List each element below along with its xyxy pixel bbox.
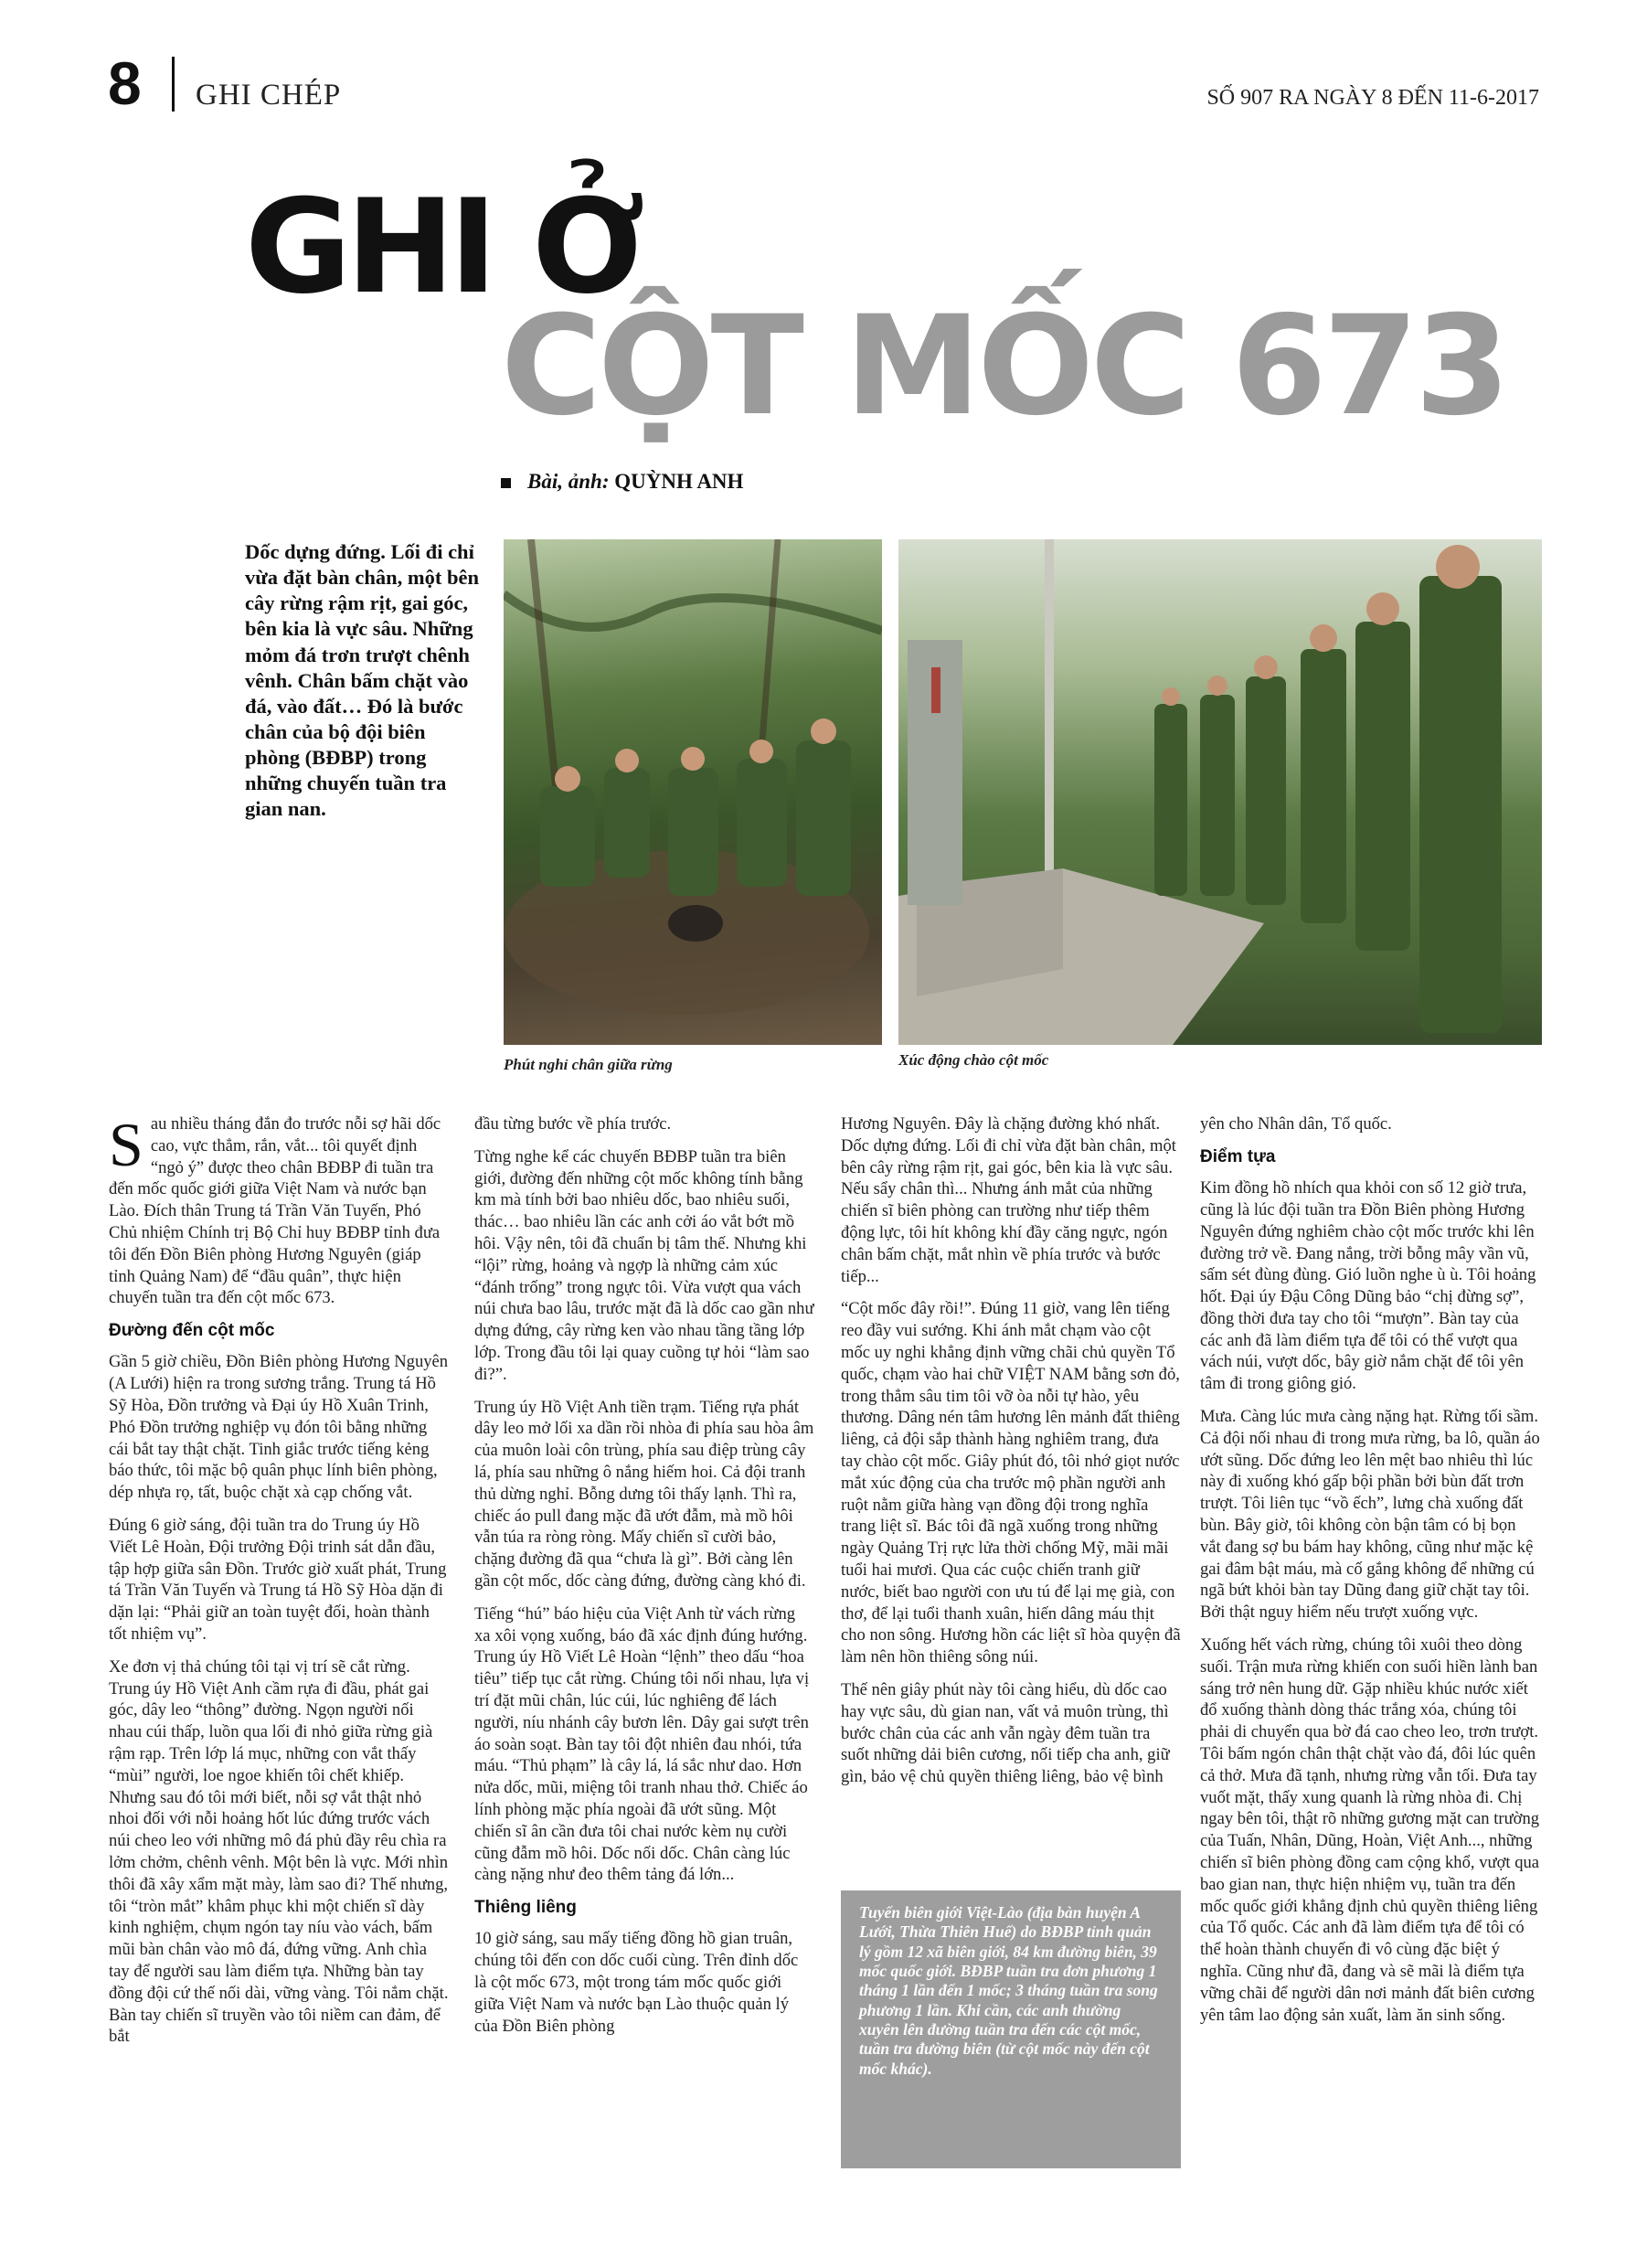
- paragraph: Đúng 6 giờ sáng, đội tuần tra do Trung úy Hồ Viết Lê Hoàn, Đội trưởng Đội trinh sát dẫn đầu, tập hợp giữa sân Đồn. Trước giờ xuất phát, Trung tá Trần Văn Tuyến và Trung tá Hồ Sỹ Hòa dặn đi dặn lại: “Phải giữ an toàn tuyệt đối, hoàn thành tốt nhiệm vụ”.: [109, 1516, 447, 1645]
- paragraph: Kim đồng hồ nhích qua khỏi con số 12 giờ trưa, cũng là lúc đội tuần tra Đồn Biên phòng Hương Nguyên đứng nghiêm chào cột mốc trước khi lên đường trở về. Đang nắng, trời bỗng mây vần vũ, sấm sét đùng đùng. Gió luồn nghe ù ù. Tôi hoảng hốt. Đại úy Đậu Công Dũng bảo “chị đừng sợ”, đồng thời đưa tay cho tôi “mượn”. Bàn tay của các anh đã làm điểm tựa để tôi có thể vượt qua vách núi, vượt dốc, bây giờ nắm chặt để tôi yên tâm đi trong giông gió.: [1200, 1178, 1536, 1394]
- paragraph: [109, 1110, 449, 1309]
- article-column-1: [109, 1110, 449, 2059]
- bullet-square-icon: [501, 478, 511, 488]
- photo-soldiers-resting-illustration: [504, 539, 882, 1045]
- page-number: 8: [108, 49, 142, 117]
- section-label: GHI CHÉP: [196, 79, 342, 112]
- paragraph: Gần 5 giờ chiều, Đồn Biên phòng Hương Nguyên (A Lưới) hiện ra trong sương trắng. Trung tá Hồ Sỹ Hòa, Đồn trưởng và Đại úy Hồ Xuân Trinh, Phó Đồn trưởng nghiệp vụ đón tôi bằng những cái bắt tay thật chặt. Tinh giắc trước tiếng kẻng báo thức, tôi mặc bộ quân phục lính biên phòng, dép nhựa rọ, tất, buộc chặt xà cạp chống vắt.: [109, 1352, 449, 1503]
- article-column-3: [841, 1113, 1181, 1799]
- subheading: Thiêng liêng: [474, 1898, 577, 1918]
- headline-line-2: CỘT MỐC 673: [501, 287, 1507, 446]
- article-column-4: [1200, 1113, 1540, 2037]
- photo-caption-2: Xúc động chào cột mốc: [898, 1051, 1049, 1069]
- photo-saluting-border-marker-illustration: [898, 539, 1542, 1045]
- drop-cap: S: [109, 1110, 143, 1179]
- paragraph: “Cột mốc đây rồi!”. Đúng 11 giờ, vang lên tiếng reo đầy vui sướng. Khi ánh mắt chạm vào cột mốc uy nghi khẳng định vững chãi chủ quyền Tổ quốc, chạm vào hai chữ VIỆT NAM bằng sơn đỏ, trong thẳm sâu tim tôi vỡ òa nỗi tự hào, yêu thương. Dâng nén tâm hương lên mảnh đất thiêng liêng, cả đội sắp thành hàng nghiêm trang, đưa tay chào cột mốc. Giây phút đó, tôi nhớ giọt nước mắt xúc động của cha trước mộ phần người anh ruột nằm giữa hàng vạn đồng đội trong nghĩa trang liệt sĩ. Bác tôi đã ngã xuống trong những ngày Quảng Trị rực lửa thời chống Mỹ, mãi mãi tuổi hai mươi. Qua các cuộc chiến tranh giữ nước, biết bao người con ưu tú để lại mẹ già, con thơ, để lại tuổi thanh xuân, hiến dâng máu thịt cho non sông. Hương hồn các liệt sĩ hòa quyện đã làm nên hồn thiêng sông núi.: [841, 1299, 1181, 1667]
- paragraph-text: au nhiều tháng đắn đo trước nỗi sợ hãi dốc cao, vực thẳm, rắn, vắt... tôi quyết định “ngỏ ý” được theo chân BĐBP đi tuần tra đến mốc quốc giới giữa Việt Nam và nước bạn Lào. Đích thân Trung tá Trần Văn Tuyến, Phó Chủ nhiệm Chính trị Bộ Chỉ huy BĐBP tỉnh đưa tôi đến Đồn Biên phòng Hương Nguyên (giáp tỉnh Quảng Nam) để “đầu quân”, thực hiện chuyến tuần tra đến cột mốc 673.: [109, 1114, 441, 1308]
- paragraph: Tiếng “hú” báo hiệu của Việt Anh từ vách rừng xa xôi vọng xuống, báo đã xác định đúng hướng. Trung úy Hồ Viết Lê Hoàn “lệnh” theo dấu “hoa tiêu” tiếp tục cắt rừng. Chúng tôi nối nhau, lựa vị trí đặt mũi chân, lúc cúi, lúc nghiêng để lách người, níu nhánh cây bươn lên. Dây gai sượt trên áo soàn soạt. Bàn tay tôi đột nhiên đau nhói, tứa máu. “Thủ phạm” là cây lá, lá sắc như dao. Hơn nửa dốc, mũi, miệng tôi tranh nhau thở. Chiếc áo lính phòng mặc phía ngoài đã ướt sũng. Một chiến sĩ ân cần đưa tôi chai nước kèm nụ cười cũng đẫm mồ hôi. Dốc nối dốc. Chân càng lúc càng nặng như đeo thêm tảng đá lớn...: [474, 1603, 810, 1885]
- byline: [501, 470, 743, 494]
- subheading: Điểm tựa: [1200, 1146, 1276, 1166]
- subheading: Đường đến cột mốc: [109, 1321, 275, 1341]
- issue-info: SỐ 907 RA NGÀY 8 ĐẾN 11-6-2017: [1206, 86, 1539, 110]
- byline-author: QUỲNH ANH: [614, 470, 744, 493]
- paragraph: 10 giờ sáng, sau mấy tiếng đồng hồ gian truân, chúng tôi đến con dốc cuối cùng. Trên đỉnh dốc là cột mốc 673, một trong tám mốc quốc giới giữa Việt Nam và nước bạn Lào thuộc quản lý của Đồn Biên phòng: [474, 1929, 799, 2036]
- paragraph: đầu từng bước về phía trước.: [474, 1114, 672, 1134]
- headline-line-1: GHI Ở: [245, 172, 640, 323]
- paragraph: Hương Nguyên. Đây là chặng đường khó nhất. Dốc dựng đứng. Lối đi chỉ vừa đặt bàn chân, một bên cây rừng rậm rịt, gai góc, bên kia là vực sâu. Nếu sẩy chân thì... Nhưng ánh mắt của những chiến sĩ biên phòng can trường như tiếp thêm động lực, tôi hít không khí đầy căng ngực, ngón chân bấm chặt, mắt nhìn về phía trước và bước tiếp...: [841, 1114, 1176, 1286]
- paragraph: Từng nghe kể các chuyến BĐBP tuần tra biên giới, đường đến những cột mốc không tính bằng km mà tính bởi bao nhiêu dốc, bao nhiêu suối, thác… bao nhiêu lần các anh cởi áo vắt bớt mồ hôi. Vậy nên, tôi đã chuẩn bị tâm thế. Nhưng khi “lội” rừng, hoảng và ngợp là những cảm xúc “đánh trống” trong ngực tôi. Vừa vượt qua vách núi chưa bao lâu, trước mặt đã là dốc cao gần như dựng đứng, cây rừng ken vào nhau tầng tầng lớp lớp. Trong đầu tôi lại quay cuồng tự hỏi “làm sao đi?”.: [474, 1146, 814, 1384]
- paragraph: yên cho Nhân dân, Tổ quốc.: [1200, 1114, 1392, 1134]
- header-divider: [172, 57, 175, 112]
- photo-saluting-border-marker: [898, 539, 1542, 1045]
- paragraph: Xe đơn vị thả chúng tôi tại vị trí sẽ cắt rừng. Trung úy Hồ Việt Anh cầm rựa đi đầu, phát gai góc, dây leo “thông” đường. Ngọn người nối nhau cúi thấp, luồn qua lối đi nhỏ giữa rừng già rậm rạp. Trên lớp lá mục, những con vắt thấy “mùi” người, loe ngoe khiến tôi chết khiếp. Nhưng sau đó tôi mới biết, nỗi sợ vắt thật nhỏ nhoi đối với nỗi hoảng hốt lúc đứng trước vách núi cheo leo với những mô đá phủ đầy rêu chìa ra lởm chởm, chênh vênh. Một bên là vực. Mới nhìn thôi đã xây xẩm mặt mày, làm sao đi? Thế nhưng, tôi “tròn mắt” khâm phục khi một chiến sĩ dày kinh nghiệm, chụm ngón tay níu vào vách, bấm mũi bàn chân vào mô đá, đứng vững. Anh chìa tay để người sau làm điểm tựa. Những bàn tay đồng đội cứ thế nối dài, vững vàng. Tôi nắm chặt. Bàn tay chiến sĩ truyền vào tôi niềm can đảm, để bắt: [109, 1656, 449, 2047]
- photo-caption-1: Phút nghỉ chân giữa rừng: [504, 1056, 673, 1073]
- photo-soldiers-resting: [504, 539, 882, 1045]
- paragraph: Xuống hết vách rừng, chúng tôi xuôi theo dòng suối. Trận mưa rừng khiến con suối hiền lành ban sáng trở nên hung dữ. Gặp nhiều khúc nước xiết đổ xuống thành dòng thác trắng xóa, chúng tôi phải di chuyển qua bờ đá cao cheo leo, trơn trượt. Tôi bấm ngón chân thật chặt vào đá, đôi lúc quên cả thở. Mưa đã tạnh, nhưng rừng vẫn tối. Đưa tay vuốt mặt, thấy xung quanh là rừng nhòa đi. Chị ngay bên tôi, thật rõ những gương mặt can trường của Tuấn, Nhân, Dũng, Hoàn, Việt Anh..., những chiến sĩ biên phòng đồng cam cộng khổ, vượt qua bao gian nan, thực hiện nhiệm vụ, tuần tra đến mốc quốc giới khẳng định chủ quyền thiêng liêng của Tổ quốc. Các anh đã làm điểm tựa để tôi có thể hoàn thành chuyến đi vô cùng đặc biệt ý nghĩa. Cũng như đã, đang và sẽ mãi là điểm tựa vững chãi để người dân nơi mảnh đất biên cương yên tâm lao động sản xuất, làm ăn sinh sống.: [1200, 1635, 1540, 2025]
- paragraph: Mưa. Càng lúc mưa càng nặng hạt. Rừng tối sầm. Cả đội nối nhau đi trong mưa rừng, ba lô, quần áo ướt sũng. Dốc đứng leo lên mệt bao nhiêu thì lúc này đi xuống khó gấp bội phần bởi bùn đất trơn trượt. Tôi liên tục “vồ ếch”, lưng chà xuống đất bùn. Bây giờ, tôi không còn bận tâm có bị bọn vắt đang sợ bu bám hay không, cũng như mặc kệ gai đâm bật máu, mà cố gắng không để những cú ngã bứt khỏi bàn tay Dũng đang giữ chặt tay tôi. Bởi thật nguy hiểm nếu trượt xuống vực.: [1200, 1407, 1540, 1623]
- lead-paragraph: Dốc dựng đứng. Lối đi chỉ vừa đặt bàn chân, một bên cây rừng rậm rịt, gai góc, bên kia là vực sâu. Những mỏm đá trơn trượt chênh vênh. Chân bấm chặt vào đá, vào đất… Đó là bước chân của bộ đội biên phòng (BĐBP) trong những chuyến tuần tra gian nan.: [245, 540, 480, 821]
- paragraph: Trung úy Hồ Việt Anh tiền trạm. Tiếng rựa phát dây leo mở lối xa dần rồi nhòa đi phía sau hòa âm của muôn loài côn trùng, phía sau điệp trùng cây lá, phía sau những ô nắng hiếm hoi. Cả đội tranh thủ dừng nghỉ. Bỗng dưng tôi thấy lạnh. Thì ra, chiếc áo pull đang mặc đã ướt đẫm, mà mồ hôi vẫn túa ra ròng ròng. Mấy chiến sĩ cười bảo, chặng đường đã qua “chưa là gì”. Bởi càng lên gần cột mốc, dốc càng đứng, đường càng khó đi.: [474, 1397, 814, 1591]
- paragraph: Thế nên giây phút này tôi càng hiểu, dù dốc cao hay vực sâu, dù gian nan, vất vả muôn trùng, thì bước chân của các anh vẫn ngày đêm tuần tra suốt những dải biên cương, nối tiếp cha anh, giữ gìn, bảo vệ chủ quyền thiêng liêng, bảo vệ bình: [841, 1679, 1170, 1787]
- info-box: Tuyến biên giới Việt-Lào (địa bàn huyện A Lưới, Thừa Thiên Huế) do BĐBP tỉnh quản lý gồm 12 xã biên giới, 84 km đường biên, 39 mốc quốc giới. BĐBP tuần tra đơn phương 1 tháng 1 lần đến 1 mốc; 3 tháng tuần tra song phương 1 lần. Khi cần, các anh thường xuyên lên đường tuần tra đến các cột mốc, tuần tra đường biên (từ cột mốc này đến cột mốc khác).: [841, 1890, 1181, 2168]
- article-column-2: [474, 1113, 814, 2048]
- byline-role: Bài, ảnh:: [527, 470, 610, 493]
